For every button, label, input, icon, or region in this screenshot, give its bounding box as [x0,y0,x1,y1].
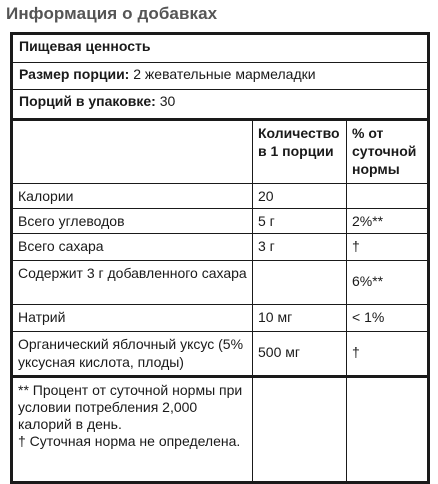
nutrition-facts-table [10,32,430,484]
servings-row [13,90,427,121]
page-heading: Информация о добавках [6,4,218,23]
nutrient-daily-value [347,184,427,208]
nutrient-amount: 500 мг [253,332,347,375]
footnote-row [13,378,427,481]
nutrient-daily-value: 6%** [352,273,384,289]
nutrient-daily-value: 2%** [352,213,384,229]
table-header-row [13,121,427,184]
table-row [13,209,427,234]
nutrient-amount: 10 мг [253,305,347,331]
nutrient-amount: 3 г [253,234,347,260]
header-name-cell [13,121,253,183]
panel-title: Пищевая ценность [19,38,151,54]
table-row [13,332,427,378]
nutrient-amount: 20 [253,184,347,208]
servings-value: 30 [159,93,176,109]
footnote-empty-dv [347,378,427,481]
nutrient-amount [253,261,347,304]
footnotes [13,378,253,481]
servings-label: Порций в упаковке: [19,93,156,109]
nutrient-name: Натрий [13,305,253,331]
nutrient-daily-value: † [352,238,360,254]
nutrient-name: Органический яблочный уксус (5% уксусная кислота, плоды) [13,332,253,375]
header-amount: Количество в 1 порции [253,121,347,183]
nutrient-name: Всего углеводов [13,209,253,233]
table-row [13,184,427,209]
table-row [13,305,427,332]
footnote-empty-amount [253,378,347,481]
panel-title-row [13,35,427,63]
nutrient-daily-value: < 1% [352,309,385,325]
nutrient-name: Содержит 3 г добавленного сахара [13,261,253,304]
serving-size-row [13,63,427,90]
nutrient-name: Всего сахара [13,234,253,260]
footnote-dagger: † Суточная норма не определена. [18,433,241,449]
serving-size-label: Размер порции: [19,66,130,82]
footnote-percent: ** Процент от суточной нормы при условии потребления 2,000 калорий в день. [18,382,243,432]
nutrient-daily-value: † [352,344,360,360]
table-row [13,234,427,261]
nutrient-name: Калории [13,184,253,208]
table-row [13,261,427,305]
nutrient-amount: 5 г [253,209,347,233]
serving-size-value: 2 жевательные мармеладки [133,66,316,82]
header-daily-value: % от суточной нормы [352,125,417,177]
